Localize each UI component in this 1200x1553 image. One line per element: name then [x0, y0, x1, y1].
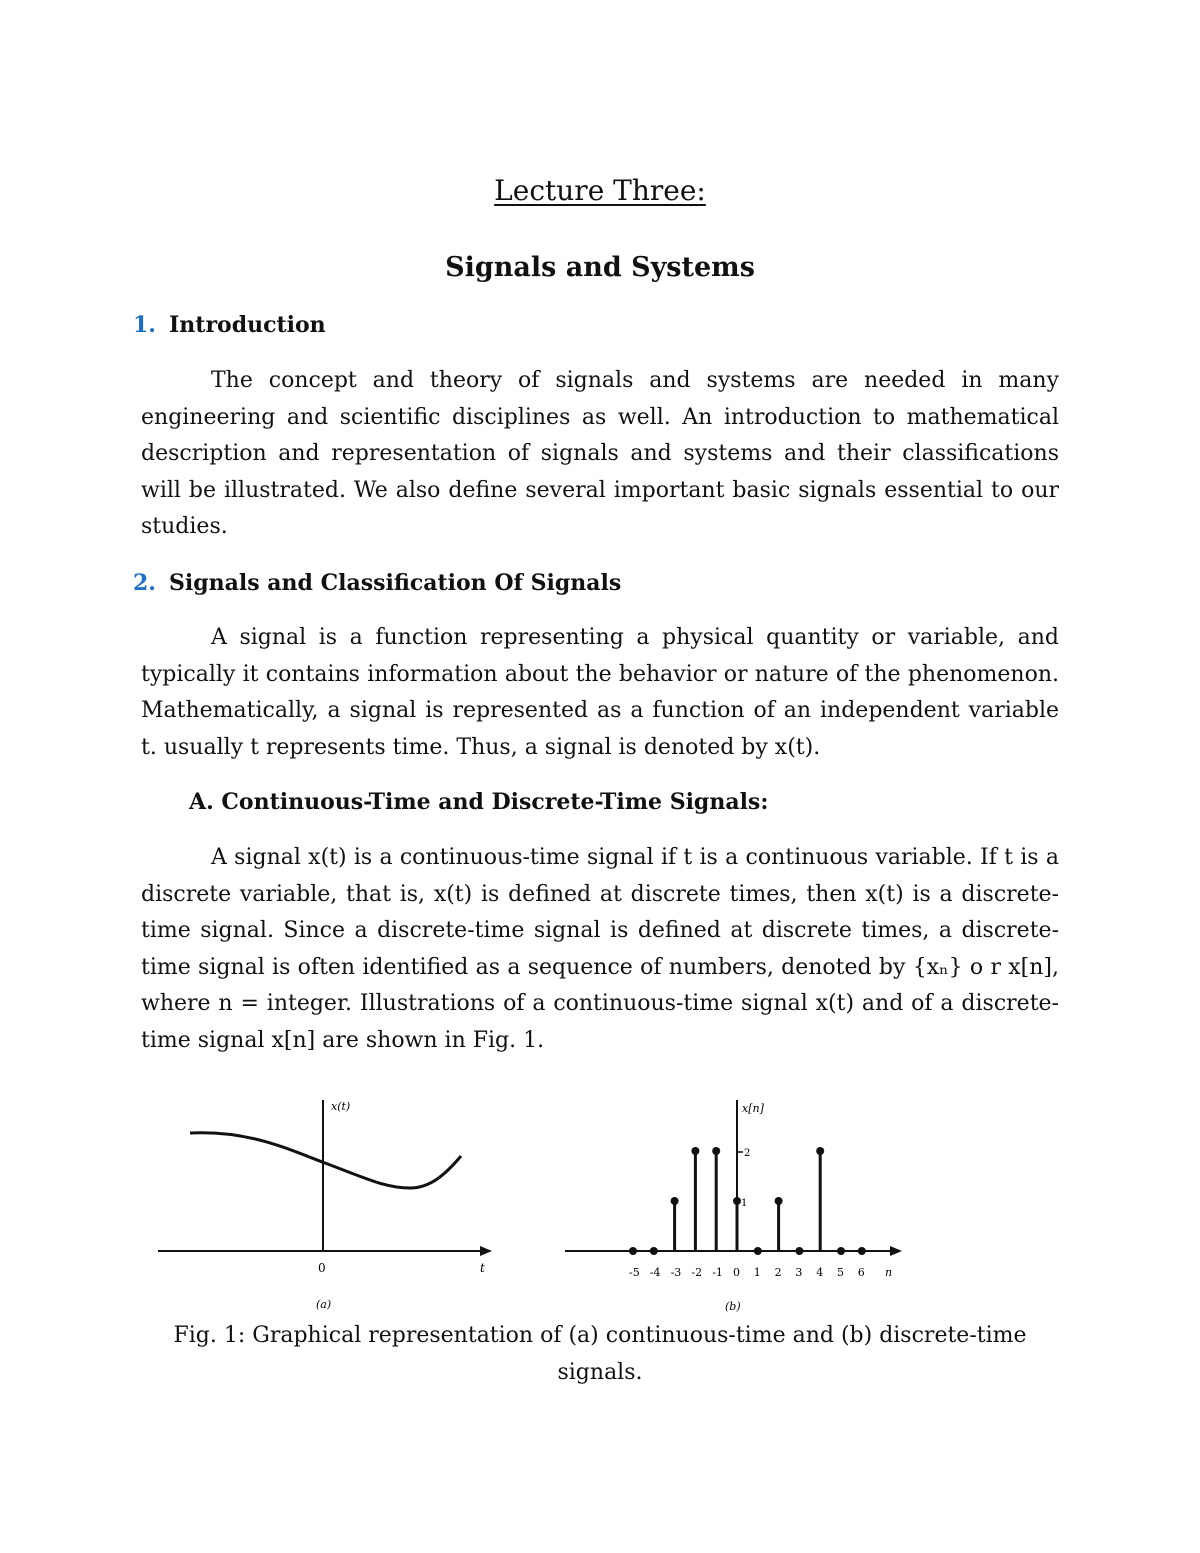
- stem-point-n3: [795, 1247, 803, 1255]
- stem-point-n6: [858, 1247, 866, 1255]
- panel-a-xlabel: t: [480, 1261, 485, 1275]
- xtick-label-n-4: -4: [649, 1266, 661, 1279]
- stem-point-n-4: [650, 1247, 658, 1255]
- panel-b-ytick-2: 2: [744, 1148, 751, 1159]
- stem-point-n-2: [691, 1147, 699, 1155]
- panel-b-discrete: [565, 1100, 902, 1313]
- figure-1: [140, 1090, 1060, 1320]
- lecture-subtitle: Signals and Systems: [445, 252, 755, 283]
- section-number: 1.: [133, 312, 156, 338]
- section-heading-text: Signals and Classification Of Signals: [169, 570, 622, 596]
- panel-a-label: (a): [316, 1298, 332, 1311]
- stem-point-n-3: [671, 1197, 679, 1205]
- panel-a-signal-curve: [190, 1133, 461, 1188]
- panel-a-origin-label: 0: [318, 1261, 326, 1275]
- xtick-label-n-1: -1: [712, 1266, 723, 1279]
- stem-point-n0: [733, 1197, 741, 1205]
- section-number: 2.: [133, 570, 156, 596]
- panel-a-x-arrow: [480, 1246, 492, 1256]
- stem-point-n5: [837, 1247, 845, 1255]
- panel-a-ylabel: x(t): [331, 1100, 351, 1113]
- lecture-title: Lecture Three:: [494, 174, 706, 207]
- figure-caption: Fig. 1: Graphical representation of (a) continuous-time and (b) discrete-time signals.: [173, 1323, 1027, 1385]
- panel-b-ylabel: x[n]: [742, 1102, 764, 1115]
- subsection-heading: A. Continuous-Time and Discrete-Time Signals:: [189, 789, 769, 815]
- section-heading-introduction: [133, 312, 326, 338]
- panel-b-xlabel: n: [885, 1266, 893, 1279]
- panel-a-continuous: [158, 1100, 492, 1311]
- subsection-paragraph: A signal x(t) is a continuous-time signal if t is a continuous variable. If t is a discrete variable, that is, x(t) is defined at discrete times, then x(t) is a discrete-time signal. Since a discrete-time signal is defined at discrete times, a discrete-time signal is often identified as a sequence of numbers, denoted by {xₙ} o r x[n], where n = integer. Illustrations of a continuous-time signal x(t) and of a discrete-time signal x[n] are shown in Fig. 1.: [141, 845, 1059, 1053]
- stem-point-n1: [754, 1247, 762, 1255]
- stem-point-n4: [816, 1147, 824, 1155]
- xtick-label-n1: 1: [753, 1266, 761, 1279]
- xtick-label-n0: 0: [733, 1266, 740, 1279]
- stem-point-n-5: [629, 1247, 637, 1255]
- panel-b-ytick-1: 1: [741, 1198, 748, 1209]
- panel-b-label: (b): [725, 1300, 741, 1313]
- stem-point-n2: [775, 1197, 783, 1205]
- introduction-paragraph: The concept and theory of signals and systems are needed in many engineering and scientific disciplines as well. An introduction to mathematical description and representation of signals and systems and their classifications will be illustrated. We also define several important basic signals essential to our studies.: [141, 368, 1059, 540]
- section-heading-signals: [133, 570, 621, 596]
- panel-b-stems: [629, 1147, 866, 1279]
- xtick-label-n-3: -3: [670, 1266, 682, 1279]
- xtick-label-n4: 4: [816, 1266, 824, 1279]
- xtick-label-n3: 3: [795, 1266, 803, 1279]
- xtick-label-n-5: -5: [629, 1266, 640, 1279]
- panel-b-x-arrow: [890, 1246, 902, 1256]
- stem-point-n-1: [712, 1147, 720, 1155]
- xtick-label-n5: 5: [837, 1266, 844, 1279]
- signals-paragraph: A signal is a function representing a physical quantity or variable, and typically it contains information about the behavior or nature of the phenomenon. Mathematically, a signal is represented as a function of an independent variable t. usually t represents time. Thus, a signal is denoted by x(t).: [141, 625, 1059, 760]
- xtick-label-n-2: -2: [691, 1266, 703, 1279]
- section-heading-text: Introduction: [169, 312, 326, 338]
- xtick-label-n6: 6: [857, 1266, 865, 1279]
- xtick-label-n2: 2: [774, 1266, 782, 1279]
